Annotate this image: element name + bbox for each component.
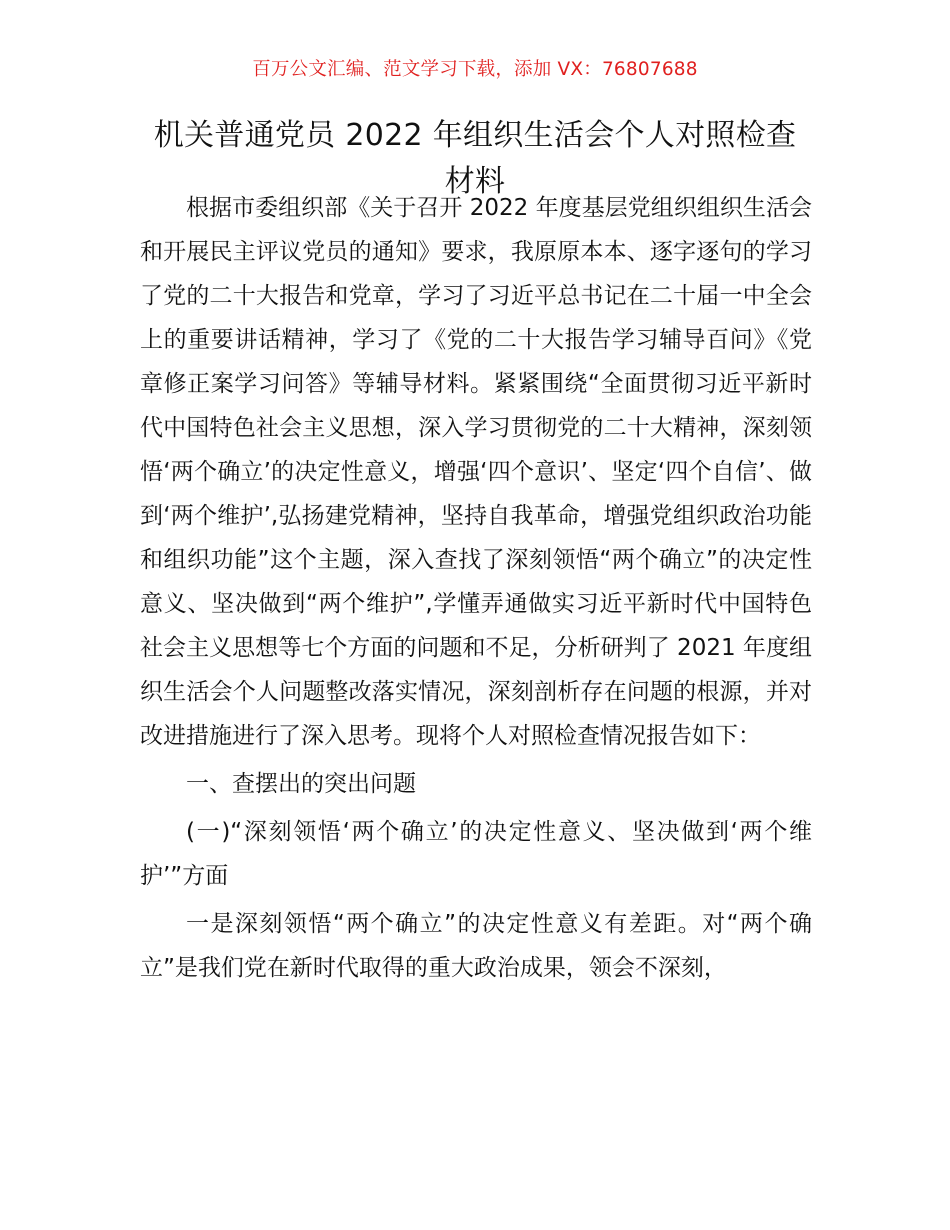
document-body: [140, 186, 812, 990]
subsection-heading-1: (一)“深刻领悟‘两个确立’的决定性意义、坚决做到‘两个维护’”方面: [140, 819, 812, 889]
section-heading-1: 一、查摆出的突出问题: [186, 771, 416, 797]
header-banner: 百万公文汇编、范文学习下载，添加 VX：76807688: [252, 59, 698, 80]
intro-paragraph: 根据市委组织部《关于召开 2022 年度基层党组织组织生活会和开展民主评议党员的通知》要求，我原原本本、逐字逐句的学习了党的二十大报告和党章，学习了习近平总书记在二十届一中全会上的重要讲话精神，学习了《党的二十大报告学习辅导百问》《党章修正案学习问答》等辅导材料。紧紧围绕“全面贯彻习近平新时代中国特色社会主义思想，深入学习贯彻党的二十大精神，深刻领悟‘两个确立’的决定性意义，增强‘四个意识’、坚定‘四个自信’、做到‘两个维护’,弘扬建党精神，坚持自我革命，增强党组织政治功能和组织功能”这个主题，深入查找了深刻领悟“两个确立”的决定性意义、坚决做到“两个维护”,学懂弄通做实习近平新时代中国特色社会主义思想等七个方面的问题和不足，分析研判了 2021 年度组织生活会个人问题整改落实情况，深刻剖析存在问题的根源，并对改进措施进行了深入思考。现将个人对照检查情况报告如下：: [140, 195, 812, 749]
document-title-line-2: 材料: [444, 164, 506, 199]
subsection-paragraph-1: 一是深刻领悟“两个确立”的决定性意义有差距。对“两个确立”是我们党在新时代取得的重大政治成果，领会不深刻，: [140, 911, 812, 981]
document-title-line-1: 机关普通党员 2022 年组织生活会个人对照检查: [153, 118, 797, 153]
